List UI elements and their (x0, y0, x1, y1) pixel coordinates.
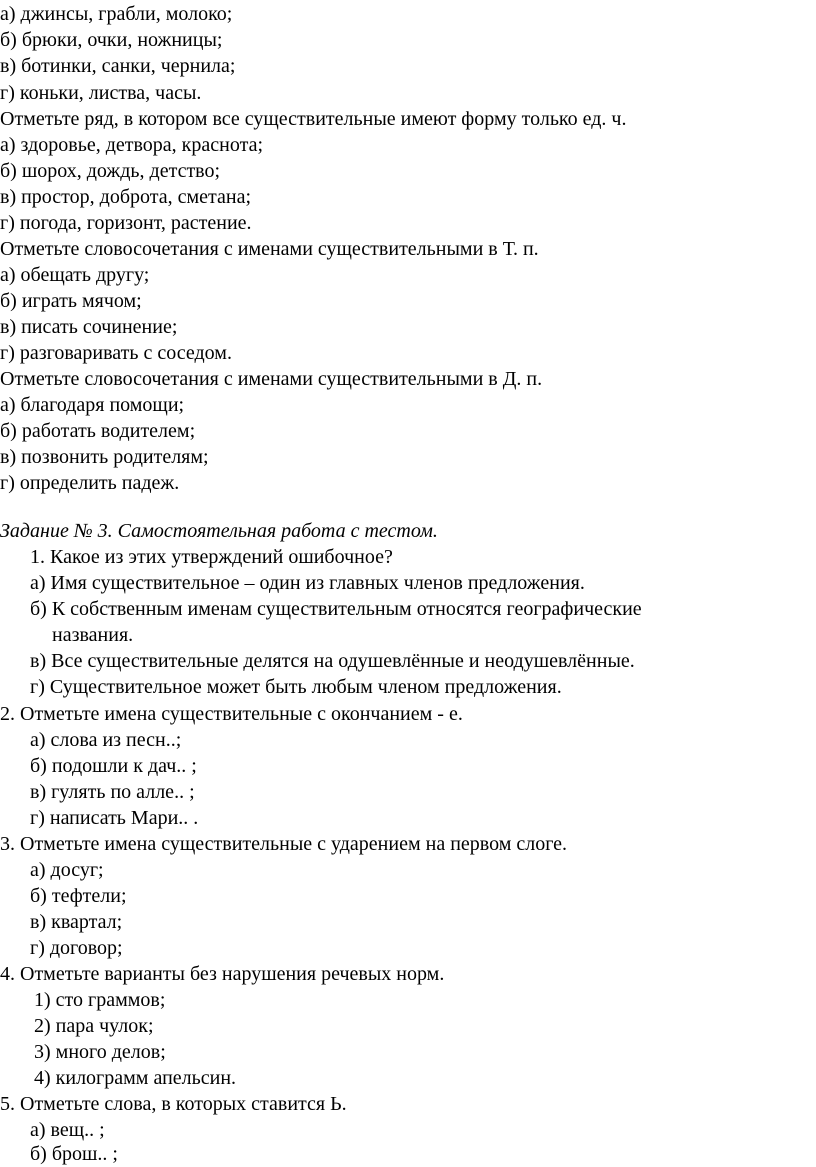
q4-option-b: б) работать водителем; (0, 420, 196, 442)
t3-q5-option-b: б) брош.. ; (30, 1143, 118, 1165)
t3-q2-option-b: б) подошли к дач.. ; (30, 755, 197, 777)
q4-option-a: а) благодаря помощи; (0, 394, 185, 416)
t3-q1-title: 1. Какое из этих утверждений ошибочное? (30, 546, 393, 568)
t3-q1-option-b: б) К собственным именам существительным относятся географические (30, 598, 642, 620)
q1-option-d: г) коньки, листва, часы. (0, 82, 202, 104)
t3-q4-option-3: 3) много делов; (34, 1041, 166, 1063)
q3-option-a: а) обещать другу; (0, 264, 150, 286)
q2-option-b: б) шорох, дождь, детство; (0, 160, 221, 182)
t3-q2-title: 2. Отметьте имена существительные с окончанием - е. (0, 703, 463, 725)
t3-q4-title: 4. Отметьте варианты без нарушения речевых норм. (0, 963, 445, 985)
t3-q4-option-4: 4) килограмм апельсин. (34, 1067, 237, 1089)
q2-option-c: в) простор, доброта, сметана; (0, 186, 252, 208)
t3-q3-option-d: г) договор; (30, 937, 123, 959)
t3-q1-option-a: а) Имя существительное – один из главных членов предложения. (30, 572, 585, 594)
q4-option-c: в) позвонить родителям; (0, 446, 209, 468)
t3-q2-option-c: в) гулять по алле.. ; (30, 781, 195, 803)
t3-q5-title: 5. Отметьте слова, в которых ставится Ь. (0, 1093, 347, 1115)
t3-q1-option-d: г) Существительное может быть любым членом предложения. (30, 676, 562, 698)
t3-q3-option-a: а) досуг; (30, 859, 104, 881)
t3-q2-option-d: г) написать Мари.. . (30, 807, 199, 829)
q2-option-d: г) погода, горизонт, растение. (0, 212, 252, 234)
q1-option-a: а) джинсы, грабли, молоко; (0, 3, 233, 25)
t3-q2-option-a: а) слова из песн..; (30, 729, 182, 751)
t3-q4-option-2: 2) пара чулок; (34, 1015, 154, 1037)
q2-option-a: а) здоровье, детвора, краснота; (0, 134, 263, 156)
t3-q3-option-b: б) тефтели; (30, 885, 127, 907)
t3-q3-title: 3. Отметьте имена существительные с ударением на первом слоге. (0, 833, 568, 855)
t3-q1-option-c: в) Все существительные делятся на одушевлённые и неодушевлённые. (30, 650, 635, 672)
task3-heading: Задание № 3. Самостоятельная работа с тестом. (0, 520, 438, 542)
q2-title: Отметьте ряд, в котором все существительные имеют форму только ед. ч. (0, 108, 627, 130)
q3-option-d: г) разговаривать с соседом. (0, 342, 232, 364)
q1-option-b: б) брюки, очки, ножницы; (0, 29, 223, 51)
t3-q1-option-b-cont: названия. (52, 624, 134, 646)
t3-q3-option-c: в) квартал; (30, 911, 123, 933)
q3-option-b: б) играть мячом; (0, 290, 142, 312)
q3-title: Отметьте словосочетания с именами существительными в Т. п. (0, 238, 539, 260)
q1-option-c: в) ботинки, санки, чернила; (0, 55, 236, 77)
t3-q5-option-a: а) вещ.. ; (30, 1119, 105, 1141)
t3-q4-option-1: 1) сто граммов; (34, 989, 166, 1011)
q3-option-c: в) писать сочинение; (0, 316, 178, 338)
q4-option-d: г) определить падеж. (0, 472, 180, 494)
q4-title: Отметьте словосочетания с именами существительными в Д. п. (0, 368, 543, 390)
